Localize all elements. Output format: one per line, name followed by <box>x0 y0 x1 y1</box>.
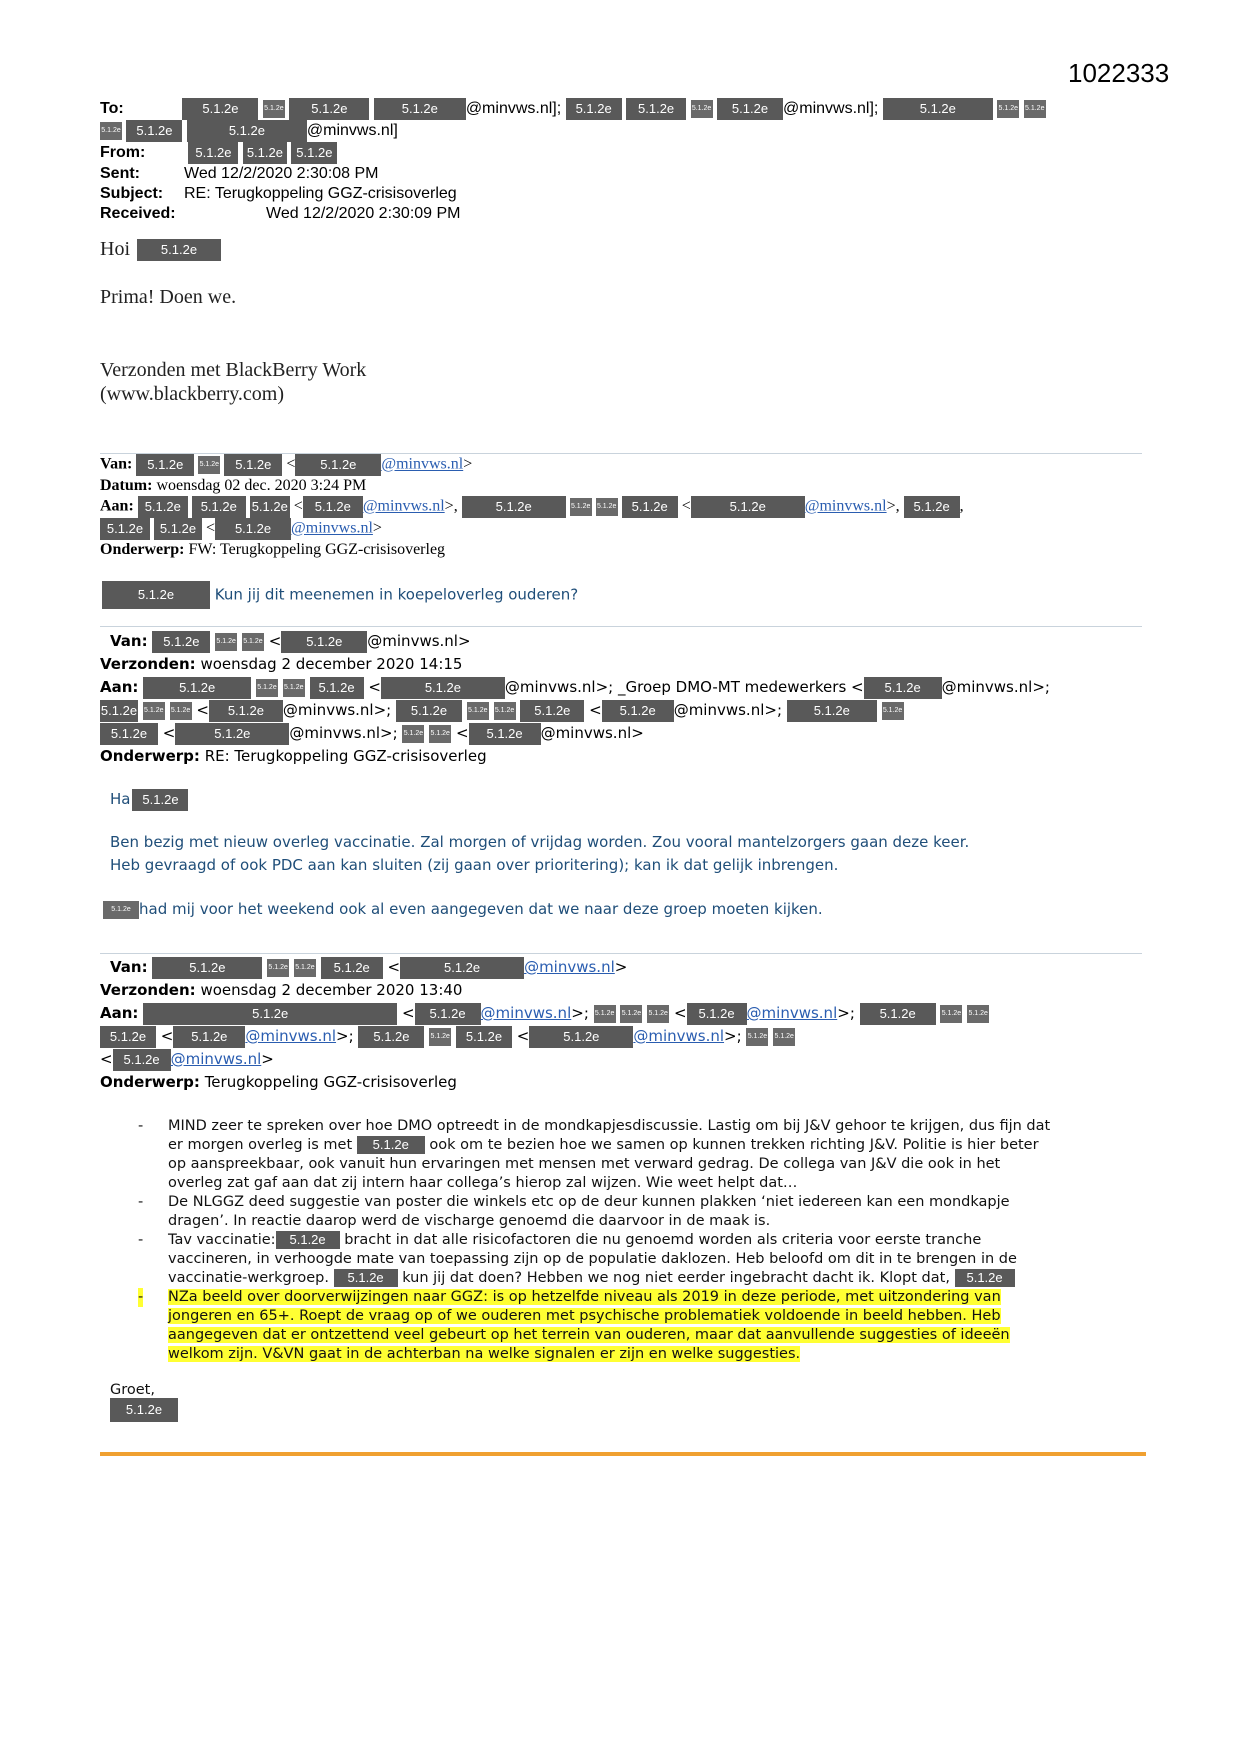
mail3-aan-row-continued: < 5.1.2e @minvws.nl> <box>100 1048 1150 1071</box>
redaction: 5.1.2e <box>243 142 287 164</box>
redaction: 5.1.2e <box>381 677 505 699</box>
verzonden-value: woensdag 2 december 2020 13:40 <box>200 981 463 999</box>
redaction: 5.1.2e <box>904 496 960 518</box>
redaction: 5.1.2e <box>136 454 194 476</box>
highlighted-text: aangegeven dat er ontzettend veel gebeurt op het terrein van ouderen, maar dat aanvullende suggesties of ideeën <box>168 1327 1010 1343</box>
redaction: 5.1.2e <box>357 1136 425 1154</box>
bullet-line: vaccineren, in verhoogde mate van toepassing zijn op de populatie daklozen. Heb beloofd om dit in te brengen in de <box>168 1251 1017 1267</box>
mail2-aan-row-continued: 5.1.2e 5.1.2e 5.1.2e < 5.1.2e @minvws.nl>; 5.1.2e 5.1.2e 5.1.2e 5.1.2e < 5.1.2e @minvws.nl>; 5.1.2e 5.1.2e <box>100 699 1150 722</box>
redaction: 5.1.2e <box>100 700 138 722</box>
redaction: 5.1.2e <box>289 98 369 120</box>
redaction-small: 5.1.2e <box>294 959 316 977</box>
reply-body: Prima! Doen we. <box>100 286 237 308</box>
redaction: 5.1.2e <box>152 957 262 979</box>
redaction-small: 5.1.2e <box>596 498 618 516</box>
email-2 <box>100 630 1150 921</box>
redaction-small: 5.1.2e <box>267 959 289 977</box>
redaction: 5.1.2e <box>187 120 307 142</box>
bullet-text: ook om te bezien hoe we samen op kunnen trekken richting J&V. Politie is hier beter <box>429 1137 1039 1153</box>
redaction: 5.1.2e <box>137 239 221 261</box>
redaction: 5.1.2e <box>143 1003 397 1025</box>
redaction: 5.1.2e <box>175 723 289 745</box>
redaction: 5.1.2e <box>334 1269 398 1287</box>
redaction: 5.1.2e <box>209 700 283 722</box>
redaction: 5.1.2e <box>462 496 566 518</box>
email-link[interactable]: @minvws.nl <box>381 455 464 473</box>
bullet-list <box>138 1117 1138 1364</box>
forward-aan-row-continued: 5.1.2e 5.1.2e < 5.1.2e @minvws.nl> <box>100 518 1150 540</box>
redaction: 5.1.2e <box>358 1026 424 1048</box>
redaction: 5.1.2e <box>126 120 182 142</box>
redaction-small: 5.1.2e <box>256 679 278 697</box>
subject-label: Subject: <box>100 185 164 202</box>
bullet-text: kun jij dat doen? Hebben we nog niet eerder ingebracht dacht ik. Klopt dat, <box>402 1270 950 1286</box>
onderwerp-label: Onderwerp: <box>100 747 200 765</box>
redaction: 5.1.2e <box>400 957 524 979</box>
highlighted-text: jongeren en 65+. Roept de vraag op of we ouderen met psychische problematiek voldoende in beeld hebben. Heb <box>168 1308 1001 1324</box>
datum-value: woensdag 02 dec. 2020 3:24 PM <box>156 477 367 494</box>
onderwerp-label: Onderwerp: <box>100 1073 200 1091</box>
mail3-onderwerp-row <box>100 1071 1150 1094</box>
redaction: 5.1.2e <box>691 496 805 518</box>
forward-question <box>102 581 578 609</box>
redaction: 5.1.2e <box>622 496 678 518</box>
redaction-small: 5.1.2e <box>215 633 237 651</box>
redaction: 5.1.2e <box>321 957 383 979</box>
reply-signature <box>100 358 366 406</box>
mail2-aan-row: Aan: 5.1.2e 5.1.2e 5.1.2e 5.1.2e < 5.1.2e @minvws.nl>; _Groep DMO-MT medewerkers < 5.1.2e @minvws.nl>; <box>100 676 1150 699</box>
email-domain: @minvws.nl <box>673 701 765 719</box>
email-domain: @minvws.nl]; <box>465 100 562 118</box>
email-link[interactable]: @minvws.nl <box>804 497 887 515</box>
redaction-small: 5.1.2e <box>647 1005 669 1023</box>
email-domain: @minvws.nl <box>504 678 596 696</box>
redaction: 5.1.2e <box>529 1026 633 1048</box>
redaction: 5.1.2e <box>520 700 584 722</box>
bullet-text: vaccinatie-werkgroep. <box>168 1270 329 1286</box>
bullet-line <box>168 1307 1138 1326</box>
onderwerp-value: RE: Terugkoppeling GGZ-crisisoverleg <box>204 747 487 765</box>
bullet-line <box>168 1231 1138 1250</box>
aan-label: Aan: <box>100 497 134 515</box>
subject-row <box>100 184 1140 204</box>
mail2-paragraph: Heb gevraagd of ook PDC aan kan sluiten (zij gaan over prioritering); kan ik dat gelijk inbrengen. <box>110 856 839 874</box>
separator-rule <box>100 626 1142 627</box>
bullet-text: Tav vaccinatie: <box>168 1232 276 1248</box>
forward-onderwerp-row <box>100 540 1150 560</box>
bullet-line <box>168 1326 1138 1345</box>
redaction: 5.1.2e <box>295 454 381 476</box>
to-row-continued <box>100 120 1140 142</box>
email-domain: @minvws.nl <box>367 632 458 650</box>
bullet-text: bracht in dat alle risicofactoren die nu genoemd worden als criteria voor eerste tranche <box>344 1232 982 1248</box>
bullet-line <box>168 1345 1138 1364</box>
subject-value: RE: Terugkoppeling GGZ-crisisoverleg <box>184 185 457 202</box>
bullet-line: overleg zat gaf aan dat zij intern haar collega’s hierop zal wijzen. Wie weet helpt dat… <box>168 1175 798 1191</box>
redaction-small: 5.1.2e <box>170 702 192 720</box>
email-domain: @minvws.nl <box>289 724 381 742</box>
bullet-text: er morgen overleg is met <box>168 1137 353 1153</box>
redaction: 5.1.2e <box>188 142 238 164</box>
redaction: 5.1.2e <box>883 98 993 120</box>
redaction-small: 5.1.2e <box>103 901 139 919</box>
redaction-small: 5.1.2e <box>467 702 489 720</box>
sent-label: Sent: <box>100 165 140 182</box>
bullet-item <box>138 1231 1138 1288</box>
redaction-small: 5.1.2e <box>402 725 424 743</box>
redaction: 5.1.2e <box>132 789 188 811</box>
redaction: 5.1.2e <box>860 1003 936 1025</box>
redaction-small: 5.1.2e <box>242 633 264 651</box>
mail3-van-row: Van: 5.1.2e 5.1.2e 5.1.2e 5.1.2e < 5.1.2e @minvws.nl> <box>100 956 1150 979</box>
redaction: 5.1.2e <box>276 1231 340 1249</box>
reply-greeting <box>100 238 221 261</box>
redaction: 5.1.2e <box>113 1049 171 1071</box>
mail2-verzonden-row <box>100 653 1150 676</box>
bullet-line: op aanspreekbaar, ook vanuit hun ervaringen met mensen met verward gedrag. De collega van J&V die ook in het <box>168 1156 1001 1172</box>
redaction: 5.1.2e <box>687 1003 747 1025</box>
forward-van-row: Van: 5.1.2e 5.1.2e 5.1.2e < 5.1.2e @minvws.nl> <box>100 454 1150 476</box>
redaction-small: 5.1.2e <box>494 702 516 720</box>
email-link[interactable]: @minvws.nl <box>524 958 615 976</box>
redaction: 5.1.2e <box>215 518 291 540</box>
bullet-line <box>168 1288 1138 1307</box>
mail2-van-row: Van: 5.1.2e 5.1.2e 5.1.2e < 5.1.2e @minvws.nl> <box>100 630 1150 653</box>
redaction: 5.1.2e <box>224 454 282 476</box>
redaction: 5.1.2e <box>182 98 258 120</box>
email-3 <box>100 956 1150 1094</box>
redaction: 5.1.2e <box>100 518 150 540</box>
bullet-line: MIND zeer te spreken over hoe DMO optreedt in de mondkapjesdiscussie. Lastig om bij J&V gehoor te krijgen, dus fijn dat <box>168 1118 1051 1134</box>
forward-datum-row <box>100 476 1150 496</box>
mail3-aan-row: Aan: 5.1.2e < 5.1.2e @minvws.nl>; 5.1.2e 5.1.2e 5.1.2e < 5.1.2e @minvws.nl>; 5.1.2e 5.1.2e 5.1.2e <box>100 1002 1150 1025</box>
bullet-dash: - <box>138 1232 144 1248</box>
redaction: 5.1.2e <box>396 700 462 722</box>
mail3-verzonden-row <box>100 979 1150 1002</box>
onderwerp-label: Onderwerp: <box>100 541 185 558</box>
redaction-small: 5.1.2e <box>283 679 305 697</box>
redaction-small: 5.1.2e <box>746 1028 768 1046</box>
bullet-dash: - <box>138 1194 144 1210</box>
sent-value: Wed 12/2/2020 2:30:08 PM <box>184 165 379 182</box>
email-link[interactable]: @minvws.nl <box>170 1050 262 1068</box>
redaction: 5.1.2e <box>864 677 942 699</box>
closing-text: Groet, <box>110 1382 155 1398</box>
email-domain: @minvws.nl]; <box>783 100 879 118</box>
redaction: 5.1.2e <box>415 1003 481 1025</box>
email-link[interactable]: @minvws.nl <box>633 1027 725 1045</box>
redaction: 5.1.2e <box>955 1269 1015 1287</box>
received-value: Wed 12/2/2020 2:30:09 PM <box>266 205 461 222</box>
redaction: 5.1.2e <box>154 518 202 540</box>
bullet-dash: - <box>138 1118 144 1134</box>
redaction-small: 5.1.2e <box>198 456 220 474</box>
redaction: 5.1.2e <box>143 677 251 699</box>
document-number: 1022333 <box>1068 58 1170 88</box>
bullet-line: dragen’. In reactie daarop werd de vischarge genoemd die daarvoor in de maak is. <box>168 1213 771 1229</box>
redaction: 5.1.2e <box>310 677 364 699</box>
redaction-small: 5.1.2e <box>594 1005 616 1023</box>
aan-label: Aan: <box>100 678 139 696</box>
redaction-small: 5.1.2e <box>940 1005 962 1023</box>
redaction-small: 5.1.2e <box>882 702 904 720</box>
redaction: 5.1.2e <box>717 98 783 120</box>
redaction: 5.1.2e <box>192 496 246 518</box>
redaction: 5.1.2e <box>102 581 210 609</box>
redaction-small: 5.1.2e <box>997 100 1019 118</box>
redaction: 5.1.2e <box>787 700 877 722</box>
bullet-line: De NLGGZ deed suggestie van poster die winkels etc op de deur kunnen plakken ‘niet iedereen kan een mondkapje <box>168 1194 1010 1210</box>
bullet-item <box>138 1193 1138 1231</box>
mail2-paragraph: Ben bezig met nieuw overleg vaccinatie. Zal morgen of vrijdag worden. Zou vooral mantelzorgers gaan deze keer. <box>110 833 970 851</box>
redaction: 5.1.2e <box>152 631 210 653</box>
to-label: To: <box>100 100 124 118</box>
email-link[interactable]: @minvws.nl <box>746 1004 838 1022</box>
redaction-small: 5.1.2e <box>570 498 592 516</box>
mail2-onderwerp-row <box>100 745 1150 768</box>
forward-aan-row: Aan: 5.1.2e 5.1.2e 5.1.2e < 5.1.2e @minvws.nl>, 5.1.2e 5.1.2e 5.1.2e 5.1.2e < 5.1.2e @minvws.nl>, 5.1.2e , <box>100 496 1150 518</box>
greeting-text: Ha <box>110 790 131 808</box>
mail2-aan-row-continued: 5.1.2e < 5.1.2e @minvws.nl>; 5.1.2e 5.1.2e < 5.1.2e @minvws.nl> <box>100 722 1150 745</box>
highlighted-text: welkom zijn. V&VN gaat in de achterban na welke signalen er zijn en welke suggesties. <box>168 1346 801 1362</box>
redaction-small: 5.1.2e <box>263 100 285 118</box>
question-text: Kun jij dit meenemen in koepeloverleg ouderen? <box>214 585 579 604</box>
van-label: Van: <box>100 455 133 473</box>
onderwerp-value: FW: Terugkoppeling GGZ-crisisoverleg <box>188 541 446 558</box>
signature-line: (www.blackberry.com) <box>100 383 284 405</box>
group-name: _Groep DMO-MT medewerkers <box>617 678 847 696</box>
redaction-small: 5.1.2e <box>691 100 713 118</box>
bullet-line <box>168 1136 1138 1155</box>
redaction-small: 5.1.2e <box>620 1005 642 1023</box>
email-domain: @minvws.nl <box>941 678 1033 696</box>
email-link[interactable]: @minvws.nl <box>291 519 373 537</box>
redaction-small: 5.1.2e <box>100 122 122 140</box>
redaction: 5.1.2e <box>250 496 290 518</box>
received-row <box>100 204 1140 224</box>
redaction: 5.1.2e <box>469 723 541 745</box>
email-domain: @minvws.nl <box>540 724 632 742</box>
email-link[interactable]: @minvws.nl <box>480 1004 572 1022</box>
verzonden-value: woensdag 2 december 2020 14:15 <box>200 655 463 673</box>
bullet-item-highlighted <box>138 1288 1138 1364</box>
redaction: 5.1.2e <box>100 1026 156 1048</box>
forward-header <box>100 454 1150 560</box>
redaction: 5.1.2e <box>281 631 367 653</box>
verzonden-label: Verzonden: <box>100 655 196 673</box>
email-header <box>100 98 1140 224</box>
redaction: 5.1.2e <box>303 496 363 518</box>
redaction: 5.1.2e <box>100 723 158 745</box>
bullet-dash: - <box>138 1289 144 1305</box>
highlighted-text: NZa beeld over doorverwijzingen naar GGZ: is op hetzelfde niveau als 2019 in deze periode, met uitzondering van <box>168 1289 1001 1305</box>
bullet-item <box>138 1117 1138 1193</box>
redaction-small: 5.1.2e <box>429 1028 451 1046</box>
signature-line: Verzonden met BlackBerry Work <box>100 359 367 381</box>
email-link[interactable]: @minvws.nl <box>245 1027 337 1045</box>
from-row <box>100 142 1140 164</box>
mail2-greeting <box>100 788 1150 811</box>
received-label: Received: <box>100 205 176 222</box>
email-domain: @minvws.nl <box>282 701 374 719</box>
van-label: Van: <box>110 958 148 976</box>
redaction: 5.1.2e <box>566 98 622 120</box>
bullet-line <box>168 1269 1138 1288</box>
redaction: 5.1.2e <box>456 1026 512 1048</box>
mail2-paragraph <box>100 898 1150 921</box>
van-label: Van: <box>110 632 148 650</box>
redaction-small: 5.1.2e <box>429 725 451 743</box>
redaction: 5.1.2e <box>374 98 466 120</box>
footer-rule <box>100 1452 1146 1456</box>
verzonden-label: Verzonden: <box>100 981 196 999</box>
redaction: 5.1.2e <box>173 1026 245 1048</box>
redaction: 5.1.2e <box>602 700 674 722</box>
aan-label: Aan: <box>100 1004 139 1022</box>
redaction-small: 5.1.2e <box>967 1005 989 1023</box>
email-domain: @minvws.nl] <box>306 122 398 140</box>
paragraph-text: had mij voor het weekend ook al even aangegeven dat we naar deze groep moeten kijken. <box>139 900 823 918</box>
to-row <box>100 98 1140 120</box>
separator-rule <box>100 953 1142 954</box>
onderwerp-value: Terugkoppeling GGZ-crisisoverleg <box>204 1073 457 1091</box>
redaction-small: 5.1.2e <box>773 1028 795 1046</box>
redaction: 5.1.2e <box>138 496 188 518</box>
redaction: 5.1.2e <box>110 1398 178 1422</box>
closing <box>110 1382 178 1422</box>
datum-label: Datum: <box>100 477 153 494</box>
greeting-text: Hoi <box>100 238 130 260</box>
redaction-small: 5.1.2e <box>143 702 165 720</box>
email-link[interactable]: @minvws.nl <box>362 497 445 515</box>
redaction-small: 5.1.2e <box>1024 100 1046 118</box>
from-label: From: <box>100 144 146 162</box>
redaction: 5.1.2e <box>291 142 337 164</box>
sent-row <box>100 164 1140 184</box>
mail3-aan-row-continued: 5.1.2e < 5.1.2e @minvws.nl>; 5.1.2e 5.1.2e 5.1.2e < 5.1.2e @minvws.nl>; 5.1.2e 5.1.2e <box>100 1025 1150 1048</box>
redaction: 5.1.2e <box>626 98 686 120</box>
